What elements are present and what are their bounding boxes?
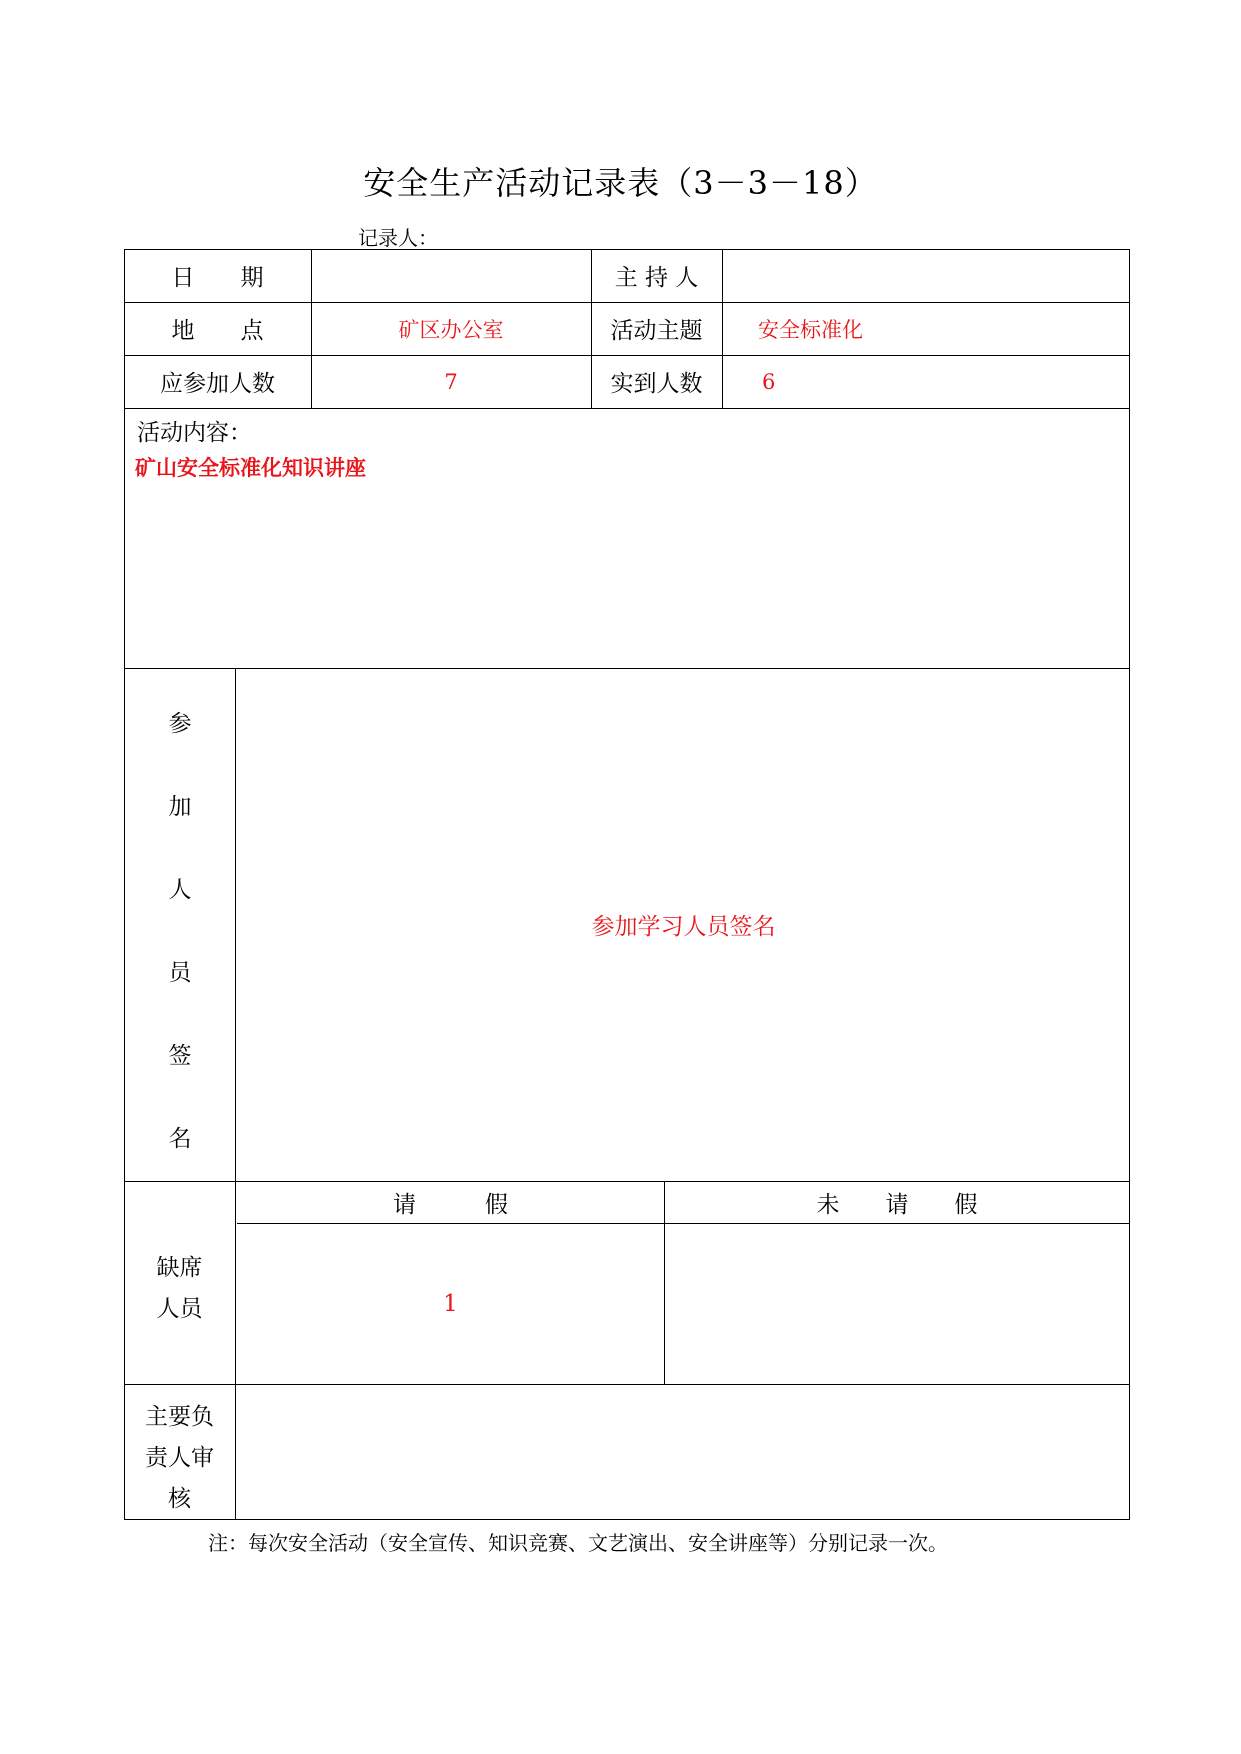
leave-value[interactable]: 1 — [443, 1290, 458, 1317]
host-value[interactable] — [722, 249, 1130, 302]
host-label: 主 持 人 — [614, 265, 699, 291]
no-leave-value[interactable] — [664, 1223, 1130, 1384]
actual-attendance-value: 6 — [762, 369, 776, 394]
expected-attendance-value: 7 — [444, 369, 458, 394]
review-value[interactable] — [237, 1384, 1130, 1520]
content-value: 矿山安全标准化知识讲座 — [135, 455, 366, 480]
topic-label: 活动主题 — [610, 318, 703, 344]
place-label: 地 点 — [171, 318, 264, 344]
review-label-line3: 核 — [168, 1485, 191, 1512]
attendees-label-char: 签 — [168, 1043, 192, 1069]
topic-value: 安全标准化 — [758, 317, 863, 342]
attendees-label-char: 人 — [168, 877, 192, 903]
expected-attendance-label: 应参加人数 — [160, 371, 275, 397]
attendees-label-char: 名 — [168, 1126, 192, 1152]
content-label: 活动内容： — [137, 419, 252, 446]
date-value[interactable] — [311, 249, 591, 302]
leave-header: 请 假 — [393, 1191, 508, 1218]
date-label: 日 期 — [171, 265, 264, 291]
page-title: 安全生产活动记录表（3－3－18） — [363, 164, 878, 202]
attendees-signature-area[interactable]: 参加学习人员签名 — [591, 914, 776, 940]
actual-attendance-label: 实到人数 — [610, 371, 703, 397]
absent-label-line2: 人员 — [156, 1295, 203, 1322]
footer-note: 注：每次安全活动（安全宣传、知识竞赛、文艺演出、安全讲座等）分别记录一次。 — [208, 1531, 948, 1555]
absent-label-line1: 缺席 — [156, 1254, 203, 1281]
row-divider — [124, 408, 1130, 409]
place-value: 矿区办公室 — [398, 317, 504, 342]
attendees-label-char: 加 — [168, 794, 192, 820]
review-label-line1: 主要负 — [145, 1403, 214, 1430]
attendees-label-char: 参 — [168, 711, 192, 737]
column-divider — [235, 668, 236, 1520]
recorder-label: 记录人： — [358, 226, 438, 250]
review-label-line2: 责人审 — [145, 1444, 214, 1471]
no-leave-header: 未 请 假 — [816, 1191, 978, 1218]
attendees-label-char: 员 — [168, 960, 192, 986]
